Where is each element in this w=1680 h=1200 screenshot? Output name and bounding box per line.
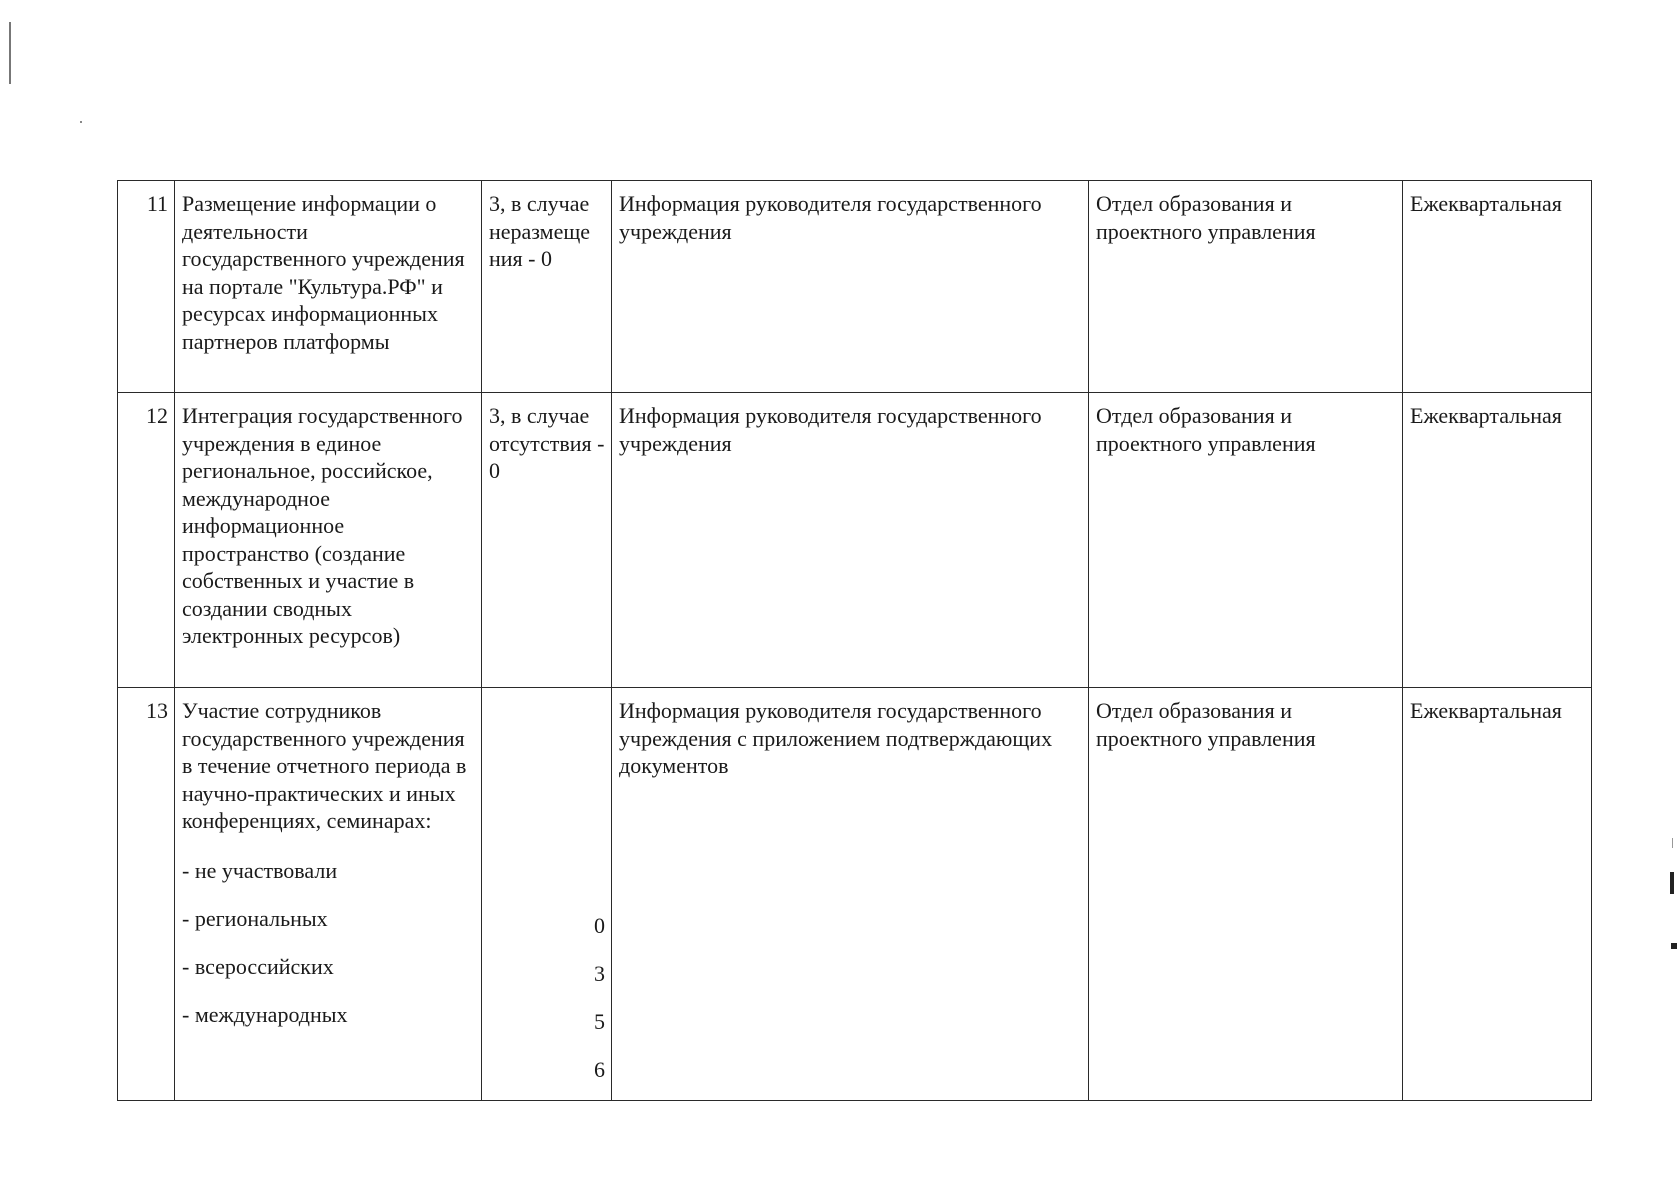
- scan-artifact: [9, 22, 11, 84]
- scan-artifact: [80, 121, 82, 123]
- row-number: 13: [118, 688, 175, 1101]
- sub-item-label: - всероссийских: [182, 953, 334, 979]
- sub-item-value: 5: [594, 1009, 605, 1034]
- indicator-text: Участие сотрудников государственного учреждения в течение отчетного периода в научно-практических и иных конференциях, семинарах:: [182, 698, 467, 833]
- sub-item-list: [182, 847, 475, 1039]
- scan-artifact: [1670, 872, 1674, 894]
- table-row: [118, 181, 1592, 393]
- frequency-cell: Ежеквартальная: [1403, 393, 1592, 688]
- table-row: [118, 688, 1592, 1101]
- frequency-cell: Ежеквартальная: [1403, 181, 1592, 393]
- sub-item-value: 6: [594, 1057, 605, 1082]
- sub-item-label: - региональных: [182, 905, 328, 931]
- frequency-cell: Ежеквартальная: [1403, 688, 1592, 1101]
- criteria-table: [117, 180, 1592, 1101]
- source-cell: Информация руководителя государственного учреждения с приложением подтверждающих документов: [612, 688, 1089, 1101]
- table-row: [118, 393, 1592, 688]
- sub-value-list: [489, 902, 605, 1094]
- indicator-cell: Размещение информации о деятельности государственного учреждения на портале "Культура.РФ" и ресурсах информационных партнеров платформы: [175, 181, 482, 393]
- responsible-cell: Отдел образования и проектного управления: [1089, 393, 1403, 688]
- sub-item-label: - международных: [182, 1001, 348, 1027]
- points-cell: 3, в случае отсутствия - 0: [482, 393, 612, 688]
- responsible-cell: Отдел образования и проектного управления: [1089, 688, 1403, 1101]
- indicator-cell: Интеграция государственного учреждения в единое региональное, российское, международное информационное пространство (создание собственных и участие в создании сводных электронных ресурсов): [175, 393, 482, 688]
- scan-artifact: [1672, 838, 1673, 848]
- scan-artifact: [1671, 943, 1677, 949]
- sub-item-label: - не участвовали: [182, 857, 338, 883]
- points-cell: [482, 688, 612, 1101]
- sub-item-value: 0: [594, 913, 605, 938]
- row-number: 12: [118, 393, 175, 688]
- source-cell: Информация руководителя государственного учреждения: [612, 393, 1089, 688]
- source-cell: Информация руководителя государственного учреждения: [612, 181, 1089, 393]
- sub-item-value: 3: [594, 961, 605, 986]
- row-number: 11: [118, 181, 175, 393]
- responsible-cell: Отдел образования и проектного управления: [1089, 181, 1403, 393]
- indicator-cell: [175, 688, 482, 1101]
- points-cell: 3, в случае неразмеще ния - 0: [482, 181, 612, 393]
